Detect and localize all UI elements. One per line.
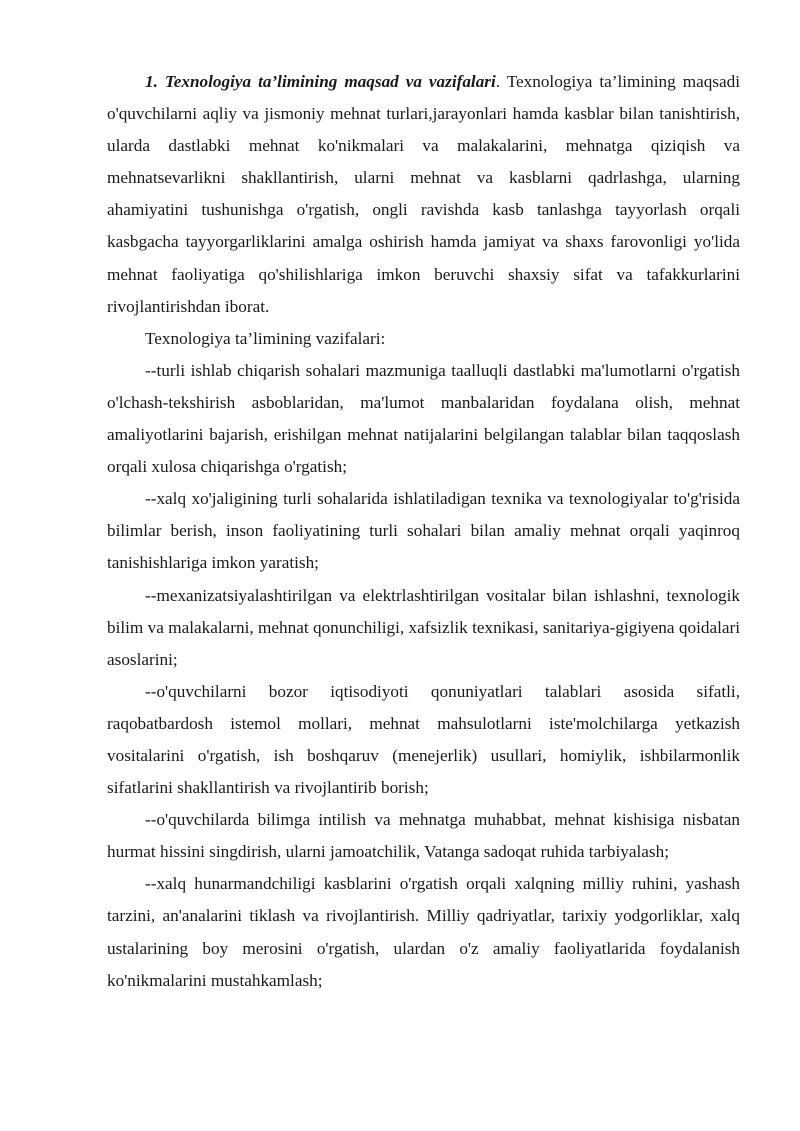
- task-item-2: --xalq xo'jaligining turli sohalarida ishlatiladigan texnika va texnologiyalar to'g'risida bilimlar berish, inson faoliyatining turli sohalari bilan amaliy mehnat orqali yaqinroq tanishishlariga imkon yaratish;: [107, 489, 740, 573]
- section-heading: 1. Texnologiya ta’limining maqsad va vazifalari: [145, 72, 496, 91]
- intro-paragraph: [107, 66, 740, 323]
- task-item-5: --o'quvchilarda bilimga intilish va mehnatga muhabbat, mehnat kishisiga nisbatan hurmat hissini singdirish, ularni jamoatchilik, Vatanga sadoqat ruhida tarbiyalash;: [107, 810, 740, 862]
- task-item-3: --mexanizatsiyalashtirilgan va elektrlashtirilgan vositalar bilan ishlashni, texnologik bilim va malakalarni, mehnat qonunchiligi, xafsizlik texnikasi, sanitariya-gigiyena qoidalari asoslarini;: [107, 585, 740, 669]
- task-item-4: --o'quvchilarni bozor iqtisodiyoti qonuniyatlari talablari asosida sifatli, raqobatbardosh istemol mollari, mehnat mahsulotlarni iste'molchilarga yetkazish vositalarini o'rgatish, ish boshqaruv (menejerlik) usullari, homiylik, ishbilarmonlik sifatlarini shakllantirish va rivojlantirib borish;: [107, 681, 740, 798]
- tasks-title: Texnologiya ta’limining vazifalari:: [145, 328, 386, 348]
- intro-body-text: Texnologiya ta’limining maqsadi o'quvchilarni aqliy va jismoniy mehnat turlari,jarayonlari hamda kasblar bilan tanishtirish, ularda dastlabki mehnat ko'nikmalari va malakalarini, mehnatga qiziqish va mehnatsevarlikni shakllantirish, ularni mehnat va kasblarni qadrlashga, ularning ahamiyatini tushunishga o'rgatish, ongli ravishda kasb tanlashga tayyorlash orqali kasbgacha tayyorgarliklarini amalga oshirish hamda jamiyat va shaxs farovonligi yo'lida mehnat faoliyatiga qo'shilishlariga imkon beruvchi shaxsiy sifat va tafakkurlarini rivojlantirishdan iborat.: [107, 72, 740, 316]
- task-item-6: --xalq hunarmandchiligi kasblarini o'rgatish orqali xalqning milliy ruhini, yashash tarzini, an'analarini tiklash va rivojlantirish. Milliy qadriyatlar, tarixiy yodgorliklar, xalq ustalarining boy merosini o'rgatish, ulardan o'z amaliy faoliyatlarida foydalanish ko'nikmalarini mustahkamlash;: [107, 874, 740, 990]
- task-item-1: --turli ishlab chiqarish sohalari mazmuniga taalluqli dastlabki ma'lumotlarni o'rgatish o'lchash-tekshirish asboblaridan, ma'lumot manbalaridan foydalana olish, mehnat amaliyotlarini bajarish, erishilgan mehnat natijalarini belgilangan talablar bilan taqqoslash orqali xulosa chiqarishga o'rgatish;: [107, 360, 740, 477]
- heading-punctuation: .: [495, 72, 501, 91]
